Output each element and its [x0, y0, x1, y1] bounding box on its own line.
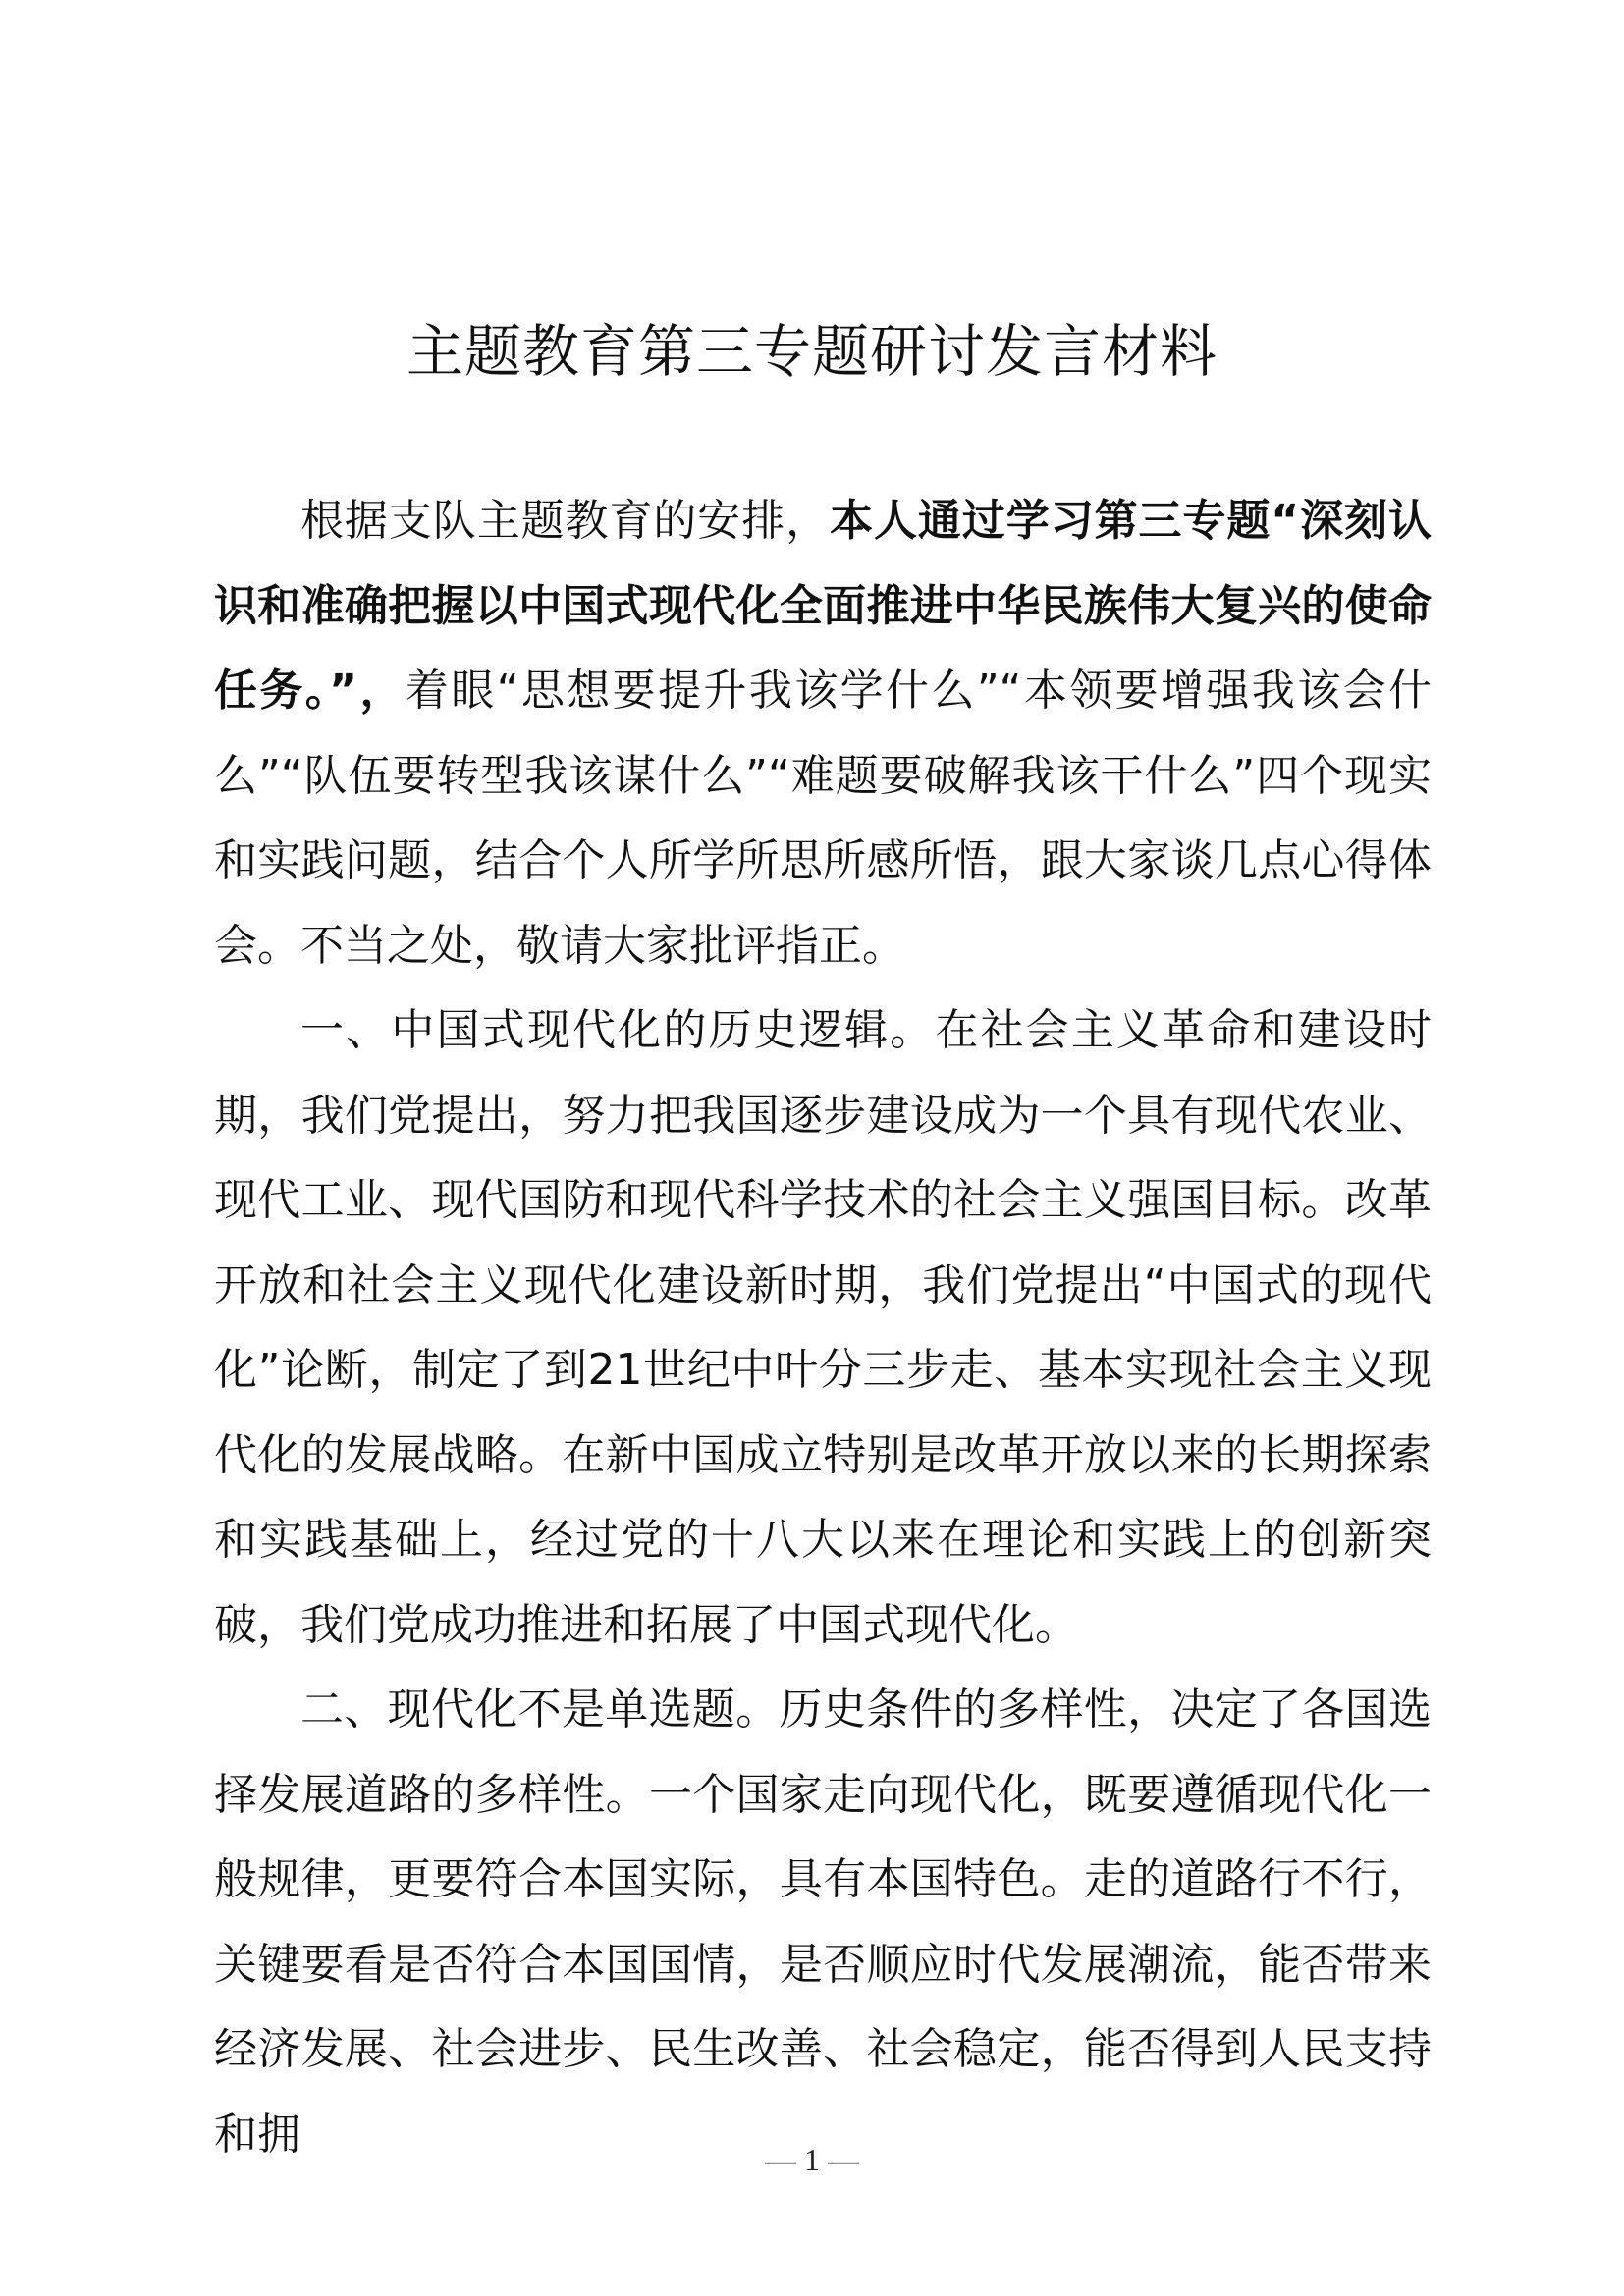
paragraph-intro-rest: 着眼“思想要提升我该学什么”“本领要增强我该会什么”“队伍要转型我该谋什么”“难题要破解我该干什么”四个现实和实践问题，结合个人所学所思所感所悟，跟大家谈几点心得体会。不当之处，敬请大家批评指正。	[214, 666, 1432, 971]
paragraph-intro-emphasis: 本人通过学习第三专题“深刻认识和准确把握以中国式现代化全面推进中华民族伟大复兴的使命任务。”，	[214, 496, 1432, 716]
paragraph-intro	[214, 479, 1432, 988]
document-body	[214, 479, 1432, 2177]
page-number: — 1 —	[765, 2142, 859, 2177]
paragraph-section-two: 二、现代化不是单选题。历史条件的多样性，决定了各国选择发展道路的多样性。一个国家走向现代化，既要遵循现代化一般规律，更要符合本国实际，具有本国特色。走的道路行不行，关键要看是否符合本国国情，是否顺应时代发展潮流，能否带来经济发展、社会进步、民生改善、社会稳定，能否得到人民支持和拥	[214, 1684, 1432, 2160]
paragraph-intro-lead: 根据支队主题教育的安排，	[300, 496, 831, 546]
document-title: 主题教育第三专题研讨发言材料	[406, 318, 1218, 385]
paragraph-section-one: 一、中国式现代化的历史逻辑。在社会主义革命和建设时期，我们党提出，努力把我国逐步建设成为一个具有现代农业、现代工业、现代国防和现代科学技术的社会主义强国目标。改革开放和社会主义现代化建设新时期，我们党提出“中国式的现代化”论断，制定了到21世纪中叶分三步走、基本实现社会主义现代化的发展战略。在新中国成立特别是改革开放以来的长期探索和实践基础上，经过党的十八大以来在理论和实践上的创新突破，我们党成功推进和拓展了中国式现代化。	[214, 1005, 1432, 1650]
